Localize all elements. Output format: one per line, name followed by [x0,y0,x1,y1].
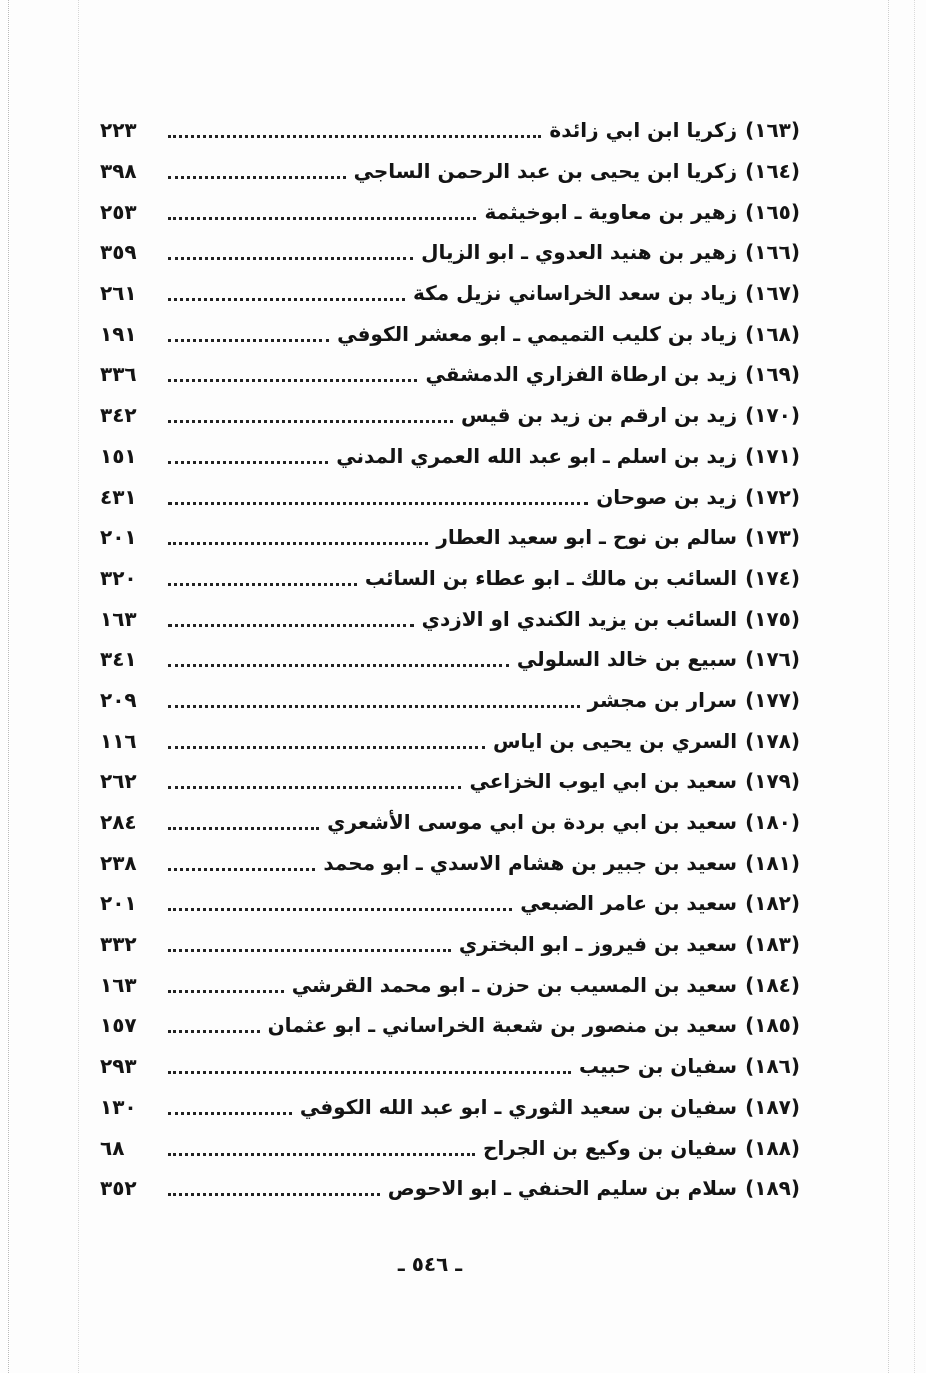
index-entry [100,191,800,232]
dot-leader [168,907,512,911]
entry-name: زياد بن كليب التميمي ـ ابو معشر الكوفي [337,321,738,346]
dot-leader [168,460,328,464]
entry-page: ٢٥٣ [100,199,137,224]
entry-page: ١٥١ [100,443,137,468]
dot-leader [168,1070,571,1074]
dot-leader [168,1192,380,1196]
index-entry [100,680,800,721]
entry-name: زيد بن اسلم ـ ابو عبد الله العمري المدني [336,443,738,468]
index-entry [100,883,800,924]
entry-number: (١٨٧) [745,1094,800,1119]
entry-number: (١٦٥) [745,199,800,224]
index-list [100,110,800,1209]
index-entry [100,761,800,802]
dot-leader [168,1029,260,1033]
entry-page: ٣٣٢ [100,932,137,957]
dot-leader [168,297,405,301]
entry-name: سفيان بن وكيع بن الجراح [483,1135,738,1160]
index-entry [100,558,800,599]
entry-number: (١٦٦) [745,240,800,265]
entry-name: سعيد بن منصور بن شعبة الخراساني ـ ابو عثمان [267,1013,738,1038]
entry-number: (١٧٣) [745,525,800,550]
entry-page: ٤٣١ [100,484,137,509]
entry-name: سفيان بن سعيد الثوري ـ ابو عبد الله الكوفي [299,1094,738,1119]
dot-leader [168,1152,475,1156]
index-entry [100,639,800,680]
dot-leader [168,216,476,220]
dot-leader [168,541,428,545]
dot-leader [168,582,357,586]
entry-number: (١٧٠) [745,403,800,428]
entry-page: ٢٦٢ [100,769,137,794]
entry-page: ٣٣٦ [100,362,137,387]
index-entry [100,1087,800,1128]
dot-leader [168,501,588,505]
index-entry [100,232,800,273]
entry-page: ٢٢٣ [100,118,137,143]
entry-name: السائب بن يزيد الكندي او الازدي [421,606,738,631]
entry-page: ١١٦ [100,728,137,753]
dot-leader [168,745,485,749]
dot-leader [168,134,541,138]
entry-page: ١٥٧ [100,1013,137,1038]
entry-number: (١٨٠) [745,810,800,835]
entry-number: (١٧٤) [745,565,800,590]
entry-number: (١٦٨) [745,321,800,346]
entry-number: (١٨٣) [745,932,800,957]
index-entry [100,436,800,477]
entry-page: ٢٠١ [100,891,137,916]
entry-number: (١٦٩) [745,362,800,387]
scan-edge-right [914,0,915,1373]
entry-name: السائب بن مالك ـ ابو عطاء بن السائب [364,565,738,590]
entry-number: (١٧٧) [745,687,800,712]
entry-name: سالم بن نوح ـ ابو سعيد العطار [436,525,738,550]
dot-leader [168,867,315,871]
entry-name: سعيد بن المسيب بن حزن ـ ابو محمد القرشي [291,972,738,997]
entry-name: سعيد بن عامر الضبعي [520,891,738,916]
entry-page: ٣٩٨ [100,159,137,184]
index-entry [100,517,800,558]
entry-page: ١٩١ [100,321,137,346]
entry-page: ١٦٣ [100,606,137,631]
entry-page: ١٦٣ [100,972,137,997]
entry-page: ٣٢٠ [100,565,137,590]
index-entry [100,924,800,965]
dot-leader [168,989,284,993]
entry-number: (١٨٩) [745,1176,800,1201]
entry-name: زكريا ابن ابي زائدة [549,118,738,143]
index-entry [100,354,800,395]
entry-number: (١٨١) [745,850,800,875]
entry-number: (١٦٣) [745,118,800,143]
index-entry [100,395,800,436]
entry-name: زيد بن ارطاة الفزاري الدمشقي [425,362,738,387]
index-entry [100,313,800,354]
dot-leader [168,663,509,667]
index-entry [100,110,800,151]
entry-number: (١٨٦) [745,1054,800,1079]
entry-number: (١٧٢) [745,484,800,509]
entry-name: سلام بن سليم الحنفي ـ ابو الاحوص [387,1176,738,1201]
entry-name: زيد بن صوحان [596,484,738,509]
dot-leader [168,704,580,708]
entry-number: (١٧٥) [745,606,800,631]
entry-page: ٣٤٢ [100,403,137,428]
entry-name: زكريا ابن يحيى بن عبد الرحمن الساجي [353,159,738,184]
dot-leader [168,419,453,423]
index-entry [100,273,800,314]
dot-leader [168,256,413,260]
scan-edge-right-inner [888,0,889,1373]
index-entry [100,1168,800,1209]
entry-name: زهير بن معاوية ـ ابوخيثمة [484,199,738,224]
entry-name: سعيد بن جبير بن هشام الاسدي ـ ابو محمد [323,850,738,875]
entry-number: (١٧١) [745,443,800,468]
entry-number: (١٨٥) [745,1013,800,1038]
entry-number: (١٧٨) [745,728,800,753]
scan-edge-left [8,0,9,1373]
index-entry [100,964,800,1005]
entry-name: سفيان بن حبيب [578,1054,738,1079]
index-entry [100,720,800,761]
entry-number: (١٨٢) [745,891,800,916]
entry-name: سعيد بن فيروز ـ ابو البختري [458,932,738,957]
index-entry [100,151,800,192]
dot-leader [168,338,329,342]
entry-name: زيد بن ارقم بن زيد بن قيس [460,403,738,428]
entry-number: (١٧٦) [745,647,800,672]
index-entry [100,802,800,843]
entry-number: (١٨٤) [745,972,800,997]
index-entry [100,598,800,639]
entry-page: ٢٠١ [100,525,137,550]
dot-leader [168,175,346,179]
index-entry [100,1046,800,1087]
entry-page: ٢٠٩ [100,687,137,712]
dot-leader [168,378,417,382]
index-entry [100,1127,800,1168]
entry-page: ٣٥٢ [100,1176,137,1201]
entry-page: ٢٦١ [100,281,137,306]
index-entry [100,1005,800,1046]
dot-leader [168,826,319,830]
entry-name: زهير بن هنيد العدوي ـ ابو الزيال [421,240,738,265]
entry-number: (١٨٨) [745,1135,800,1160]
index-entry [100,842,800,883]
entry-page: ٣٥٩ [100,240,137,265]
page-number: ـ ٥٤٦ ـ [397,1252,463,1276]
scan-edge-left-inner [78,0,79,1373]
dot-leader [168,785,461,789]
entry-name: سبيع بن خالد السلولي [516,647,738,672]
entry-page: ٣٤١ [100,647,137,672]
entry-page: ١٣٠ [100,1094,137,1119]
entry-name: زياد بن سعد الخراساني نزيل مكة [413,281,738,306]
entry-page: ٢٩٣ [100,1054,137,1079]
dot-leader [168,1111,292,1115]
dot-leader [168,623,414,627]
entry-name: سرار بن مجشر [587,687,738,712]
entry-number: (١٦٧) [745,281,800,306]
entry-name: سعيد بن ابي بردة بن ابي موسى الأشعري [327,810,738,835]
entry-number: (١٦٤) [745,159,800,184]
entry-page: ٦٨ [100,1135,125,1160]
index-entry [100,476,800,517]
entry-name: السري بن يحيى بن اياس [492,728,738,753]
entry-page: ٢٣٨ [100,850,137,875]
dot-leader [168,948,451,952]
entry-page: ٢٨٤ [100,810,137,835]
entry-number: (١٧٩) [745,769,800,794]
entry-name: سعيد بن ابي ايوب الخزاعي [469,769,738,794]
